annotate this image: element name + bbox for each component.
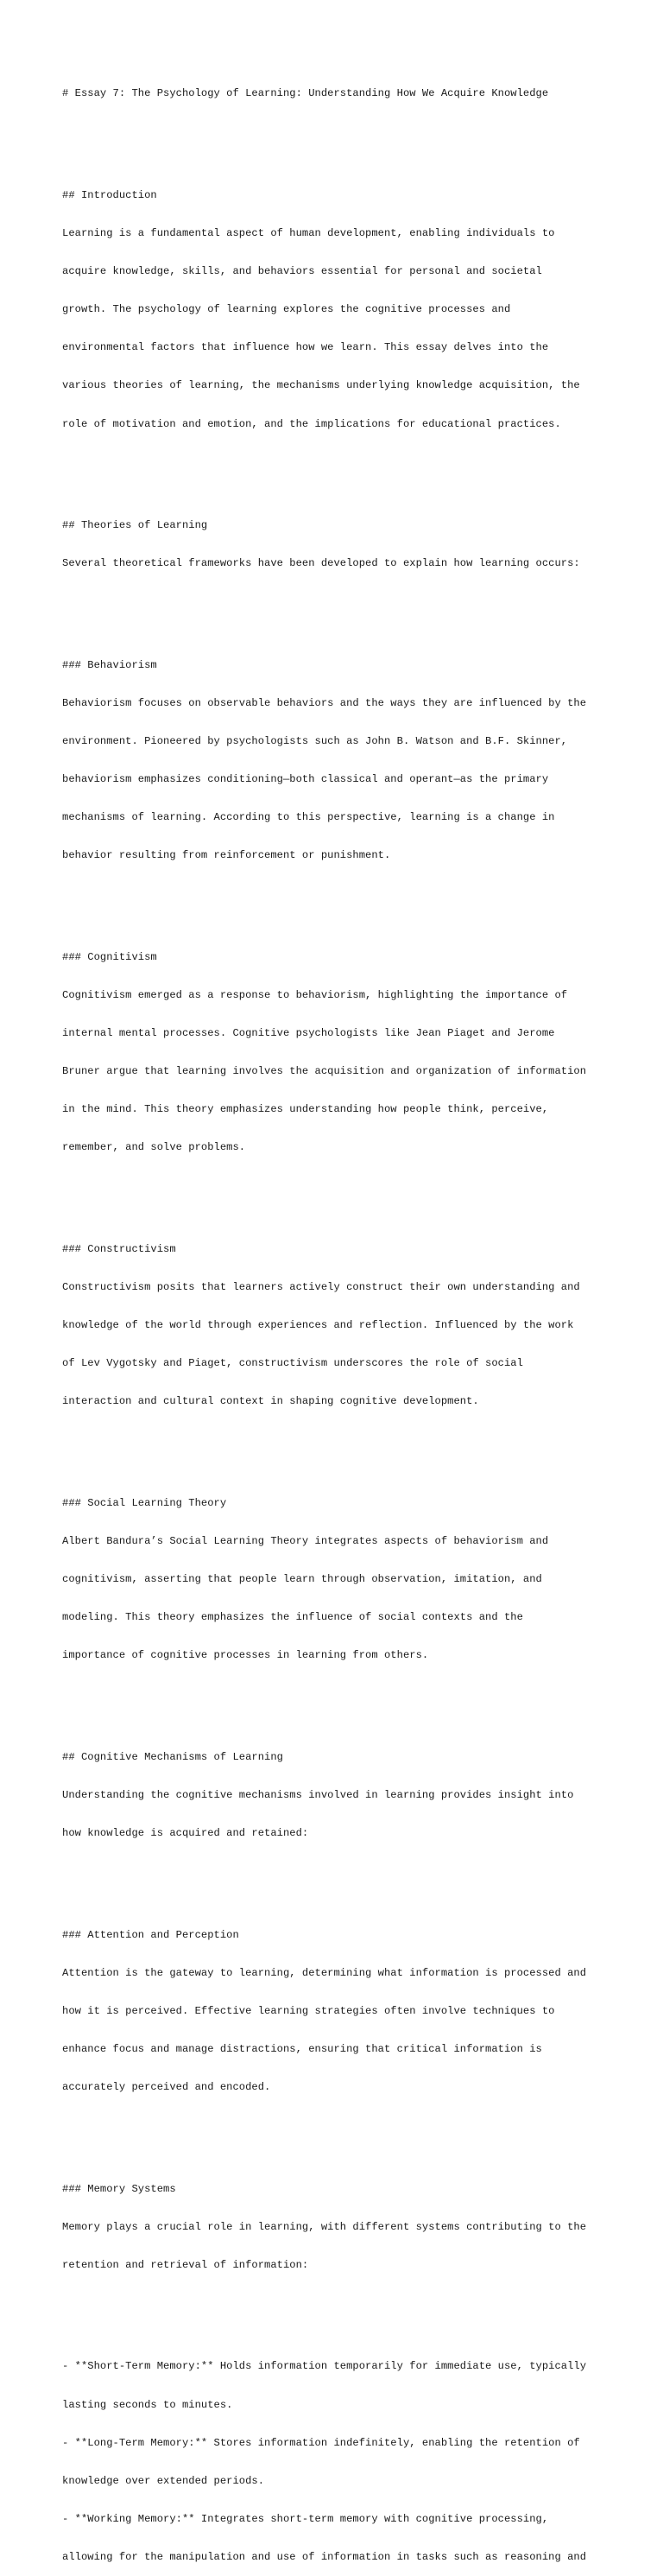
paragraph-line: knowledge of the world through experiences and reflection. Influenced by the work (62, 1319, 574, 1332)
paragraph-line: Albert Bandura’s Social Learning Theory integrates aspects of behaviorism and (62, 1535, 549, 1548)
paragraph-line: various theories of learning, the mechanisms underlying knowledge acquisition, the (62, 379, 580, 392)
list-item: - **Working Memory:** Integrates short-term memory with cognitive processing, (62, 2512, 549, 2525)
section-heading: ## Cognitive Mechanisms of Learning (62, 1750, 283, 1763)
paragraph-line: Behaviorism focuses on observable behaviors and the ways they are influenced by the (62, 696, 587, 709)
paragraph-line: how it is perceived. Effective learning strategies often involve techniques to (62, 2004, 555, 2017)
spacer (62, 2297, 615, 2310)
subsection-heading: ### Memory Systems (62, 2182, 176, 2195)
paragraph-line: interaction and cultural context in shaping cognitive development. (62, 1395, 479, 1408)
spacer (62, 887, 615, 900)
paragraph-line: modeling. This theory emphasizes the influence of social contexts and the (62, 1611, 523, 1624)
document-title: # Essay 7: The Psychology of Learning: Understanding How We Acquire Knowledge (62, 87, 549, 100)
section-heading: ## Theories of Learning (62, 519, 208, 532)
paragraph-line: retention and retrieval of information: (62, 2258, 309, 2271)
paragraph-line: cognitivism, asserting that people learn through observation, imitation, and (62, 1573, 542, 1586)
paragraph-line: internal mental processes. Cognitive psychologists like Jean Piaget and Jerome (62, 1027, 555, 1040)
paragraph-line: Several theoretical frameworks have been developed to explain how learning occurs: (62, 557, 580, 570)
paragraph-line: how knowledge is acquired and retained: (62, 1827, 309, 1840)
subsection-heading: ### Behaviorism (62, 658, 157, 671)
subsection-heading: ### Constructivism (62, 1242, 176, 1255)
paragraph-line: Constructivism posits that learners actively construct their own understanding and (62, 1281, 580, 1294)
paragraph-line: Attention is the gateway to learning, determining what information is processed and (62, 1966, 587, 1979)
list-item: - **Long-Term Memory:** Stores information indefinitely, enabling the retention of (62, 2436, 580, 2449)
list-item-continuation: lasting seconds to minutes. (62, 2398, 233, 2411)
spacer (62, 126, 615, 139)
paragraph-line: behaviorism emphasizes conditioning—both classical and operant—as the primary (62, 773, 549, 786)
spacer (62, 595, 615, 608)
subsection-heading: ### Social Learning Theory (62, 1496, 227, 1509)
document-page (62, 62, 615, 2576)
paragraph-line: importance of cognitive processes in learning from others. (62, 1649, 429, 1662)
list-item-continuation: knowledge over extended periods. (62, 2474, 265, 2487)
paragraph-line: role of motivation and emotion, and the implications for educational practices. (62, 417, 561, 430)
list-item: - **Short-Term Memory:** Holds information temporarily for immediate use, typically (62, 2360, 587, 2373)
paragraph-line: accurately perceived and encoded. (62, 2081, 271, 2094)
paragraph-line: Learning is a fundamental aspect of human development, enabling individuals to (62, 227, 555, 240)
paragraph-line: remember, and solve problems. (62, 1141, 246, 1154)
paragraph-line: enhance focus and manage distractions, ensuring that critical information is (62, 2042, 542, 2055)
paragraph-line: in the mind. This theory emphasizes understanding how people think, perceive, (62, 1103, 549, 1116)
paragraph-line: environmental factors that influence how we learn. This essay delves into the (62, 341, 549, 354)
spacer (62, 1687, 615, 1700)
paragraph-line: behavior resulting from reinforcement or punishment. (62, 849, 391, 862)
spacer (62, 1865, 615, 1878)
spacer (62, 456, 615, 469)
spacer (62, 1179, 615, 1192)
paragraph-line: mechanisms of learning. According to this perspective, learning is a change in (62, 811, 555, 824)
paragraph-line: growth. The psychology of learning explores the cognitive processes and (62, 303, 511, 316)
subsection-heading: ### Attention and Perception (62, 1928, 239, 1941)
paragraph-line: environment. Pioneered by psychologists such as John B. Watson and B.F. Skinner, (62, 735, 568, 748)
subsection-heading: ### Cognitivism (62, 950, 157, 963)
list-item-continuation: allowing for the manipulation and use of information in tasks such as reasoning and (62, 2550, 587, 2563)
spacer (62, 2119, 615, 2132)
paragraph-line: of Lev Vygotsky and Piaget, constructivism underscores the role of social (62, 1357, 523, 1370)
paragraph-line: Cognitivism emerged as a response to behaviorism, highlighting the importance of (62, 989, 568, 1001)
paragraph-line: Understanding the cognitive mechanisms involved in learning provides insight into (62, 1789, 574, 1801)
spacer (62, 1433, 615, 1446)
paragraph-line: Bruner argue that learning involves the acquisition and organization of information (62, 1065, 587, 1078)
section-heading: ## Introduction (62, 189, 157, 201)
paragraph-line: acquire knowledge, skills, and behaviors essential for personal and societal (62, 265, 542, 278)
paragraph-line: Memory plays a crucial role in learning, with different systems contributing to the (62, 2220, 587, 2233)
